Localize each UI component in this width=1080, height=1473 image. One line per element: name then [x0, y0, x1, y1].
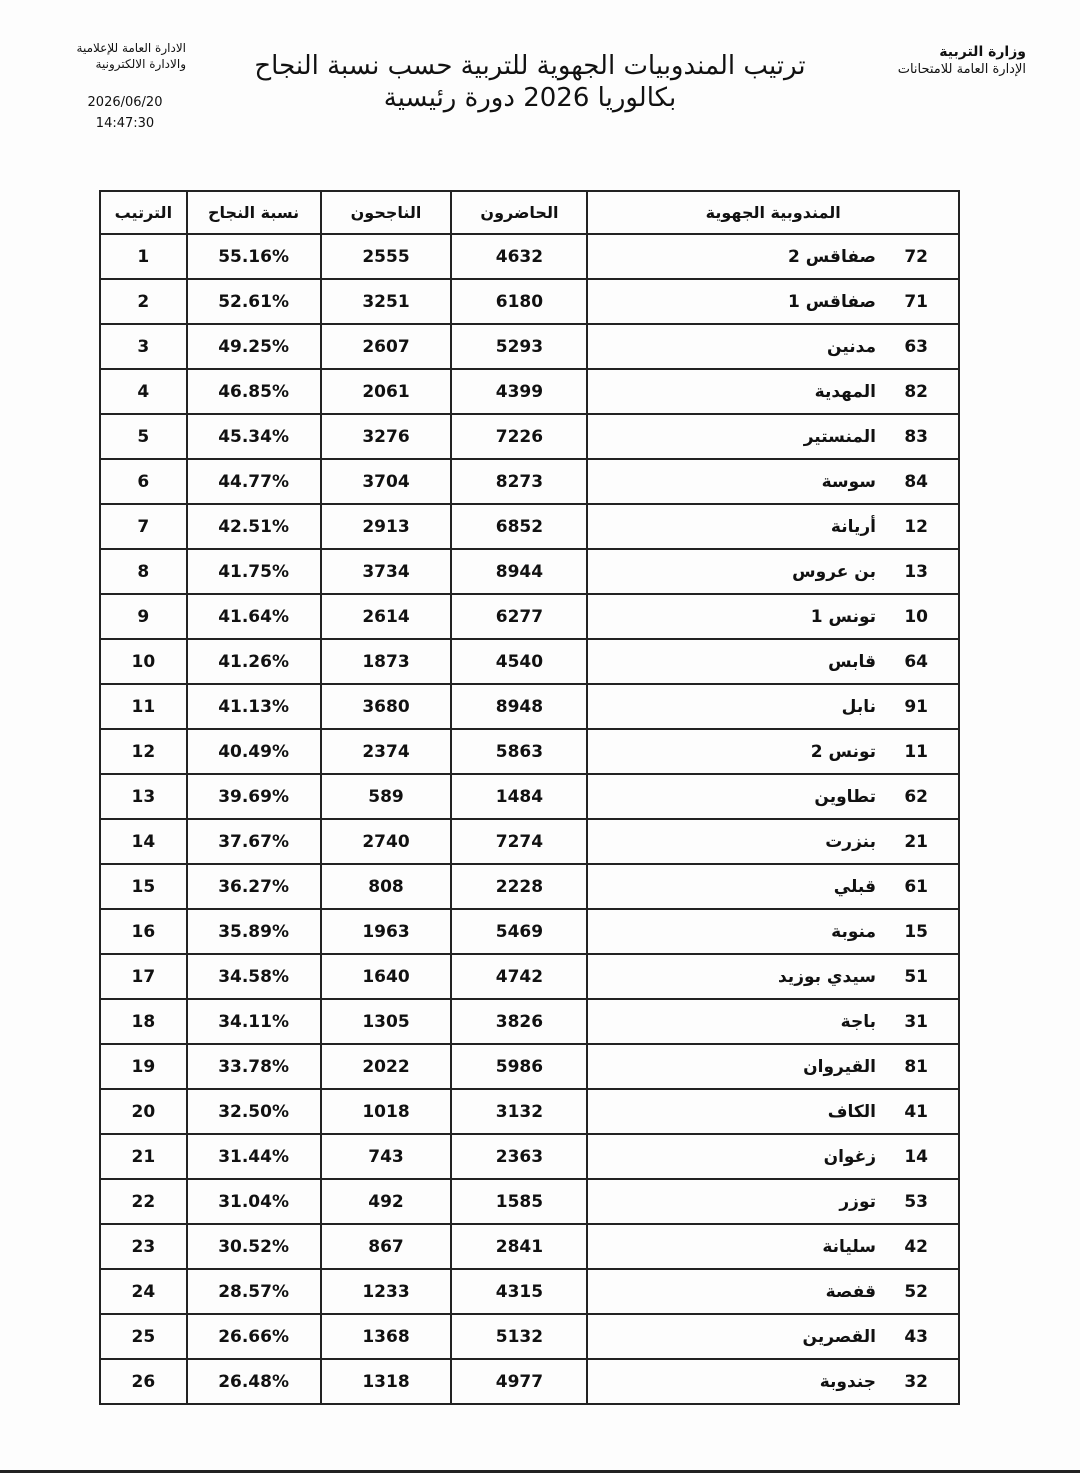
passed-count-cell: 1640	[321, 954, 452, 999]
region-name: المهدية	[814, 381, 876, 402]
document-title	[200, 50, 860, 114]
region-code: 72	[904, 246, 928, 267]
region-cell	[587, 999, 959, 1044]
passed-count-cell: 3734	[321, 549, 452, 594]
region-code: 32	[904, 1371, 928, 1392]
region-cell	[587, 684, 959, 729]
passed-count-cell: 1963	[321, 909, 452, 954]
rank-cell: 2	[100, 279, 187, 324]
region-name: قابس	[828, 651, 876, 672]
region-name: المنستير	[803, 426, 876, 447]
pass-rate-cell: 44.77%	[187, 459, 321, 504]
passed-count-cell: 1873	[321, 639, 452, 684]
region-name: بنزرت	[825, 831, 876, 852]
rank-cell: 3	[100, 324, 187, 369]
table-row	[100, 279, 959, 324]
region-code: 41	[904, 1101, 928, 1122]
pass-rate-cell: 36.27%	[187, 864, 321, 909]
rank-cell: 11	[100, 684, 187, 729]
region-cell	[587, 909, 959, 954]
it-department-line2: والادارة الالكترونية	[95, 57, 186, 71]
table-row	[100, 954, 959, 999]
region-cell	[587, 1359, 959, 1404]
pass-rate-cell: 28.57%	[187, 1269, 321, 1314]
present-count-cell: 5293	[451, 324, 587, 369]
present-count-cell: 3132	[451, 1089, 587, 1134]
passed-count-cell: 1018	[321, 1089, 452, 1134]
rank-cell: 8	[100, 549, 187, 594]
pass-rate-cell: 41.75%	[187, 549, 321, 594]
present-count-cell: 8948	[451, 684, 587, 729]
passed-count-cell: 2022	[321, 1044, 452, 1089]
title-line-2: بكالوريا 2026 دورة رئيسية	[383, 83, 677, 113]
region-name: القصرين	[802, 1326, 876, 1347]
pass-rate-cell: 37.67%	[187, 819, 321, 864]
present-count-cell: 1585	[451, 1179, 587, 1224]
rank-cell: 5	[100, 414, 187, 459]
exams-department: الإدارة العامة للامتحانات	[897, 62, 1026, 77]
passed-count-cell: 3680	[321, 684, 452, 729]
rank-cell: 10	[100, 639, 187, 684]
passed-count-cell: 2061	[321, 369, 452, 414]
table-row	[100, 1224, 959, 1269]
passed-count-cell: 867	[321, 1224, 452, 1269]
pass-rate-cell: 52.61%	[187, 279, 321, 324]
region-name: سيدي بوزيد	[777, 966, 876, 987]
passed-count-cell: 2740	[321, 819, 452, 864]
timestamp	[60, 92, 190, 134]
region-name: جندوبة	[819, 1371, 876, 1392]
passed-count-cell: 2555	[321, 234, 452, 279]
column-header-region: المندوبية الجهوية	[587, 191, 959, 234]
passed-count-cell: 1368	[321, 1314, 452, 1359]
region-code: 11	[904, 741, 928, 762]
print-time: 14:47:30	[95, 116, 155, 131]
region-name: زغوان	[823, 1146, 876, 1167]
pass-rate-cell: 33.78%	[187, 1044, 321, 1089]
passed-count-cell: 1305	[321, 999, 452, 1044]
region-cell	[587, 774, 959, 819]
region-name: بن عروس	[792, 561, 876, 582]
table-row	[100, 1179, 959, 1224]
table-row	[100, 1134, 959, 1179]
rank-cell: 1	[100, 234, 187, 279]
rank-cell: 22	[100, 1179, 187, 1224]
table-row	[100, 549, 959, 594]
region-code: 31	[904, 1011, 928, 1032]
present-count-cell: 4742	[451, 954, 587, 999]
region-cell	[587, 594, 959, 639]
table-row	[100, 1089, 959, 1134]
region-cell	[587, 1044, 959, 1089]
present-count-cell: 8273	[451, 459, 587, 504]
table-row	[100, 414, 959, 459]
table-row	[100, 684, 959, 729]
present-count-cell: 2363	[451, 1134, 587, 1179]
region-cell	[587, 279, 959, 324]
region-name: صفاقس 2	[788, 246, 876, 267]
present-count-cell: 4315	[451, 1269, 587, 1314]
region-cell	[587, 459, 959, 504]
region-code: 53	[904, 1191, 928, 1212]
region-name: نابل	[841, 696, 876, 717]
column-header-present: الحاضرون	[451, 191, 587, 234]
passed-count-cell: 3251	[321, 279, 452, 324]
region-name: القيروان	[803, 1056, 876, 1077]
rank-cell: 12	[100, 729, 187, 774]
present-count-cell: 5986	[451, 1044, 587, 1089]
rank-cell: 4	[100, 369, 187, 414]
table-row	[100, 864, 959, 909]
pass-rate-cell: 41.64%	[187, 594, 321, 639]
passed-count-cell: 3704	[321, 459, 452, 504]
region-name: تونس 1	[810, 606, 876, 627]
region-cell	[587, 549, 959, 594]
region-name: تطاوين	[814, 786, 876, 807]
table-row	[100, 504, 959, 549]
rank-cell: 13	[100, 774, 187, 819]
pass-rate-cell: 55.16%	[187, 234, 321, 279]
column-header-rate: نسبة النجاح	[187, 191, 321, 234]
table-row	[100, 459, 959, 504]
region-name: الكاف	[827, 1101, 876, 1122]
region-cell	[587, 504, 959, 549]
rank-cell: 6	[100, 459, 187, 504]
region-cell	[587, 1179, 959, 1224]
present-count-cell: 5132	[451, 1314, 587, 1359]
pass-rate-cell: 41.26%	[187, 639, 321, 684]
passed-count-cell: 1318	[321, 1359, 452, 1404]
print-date: 2026/06/20	[87, 95, 163, 110]
region-cell	[587, 729, 959, 774]
present-count-cell: 6852	[451, 504, 587, 549]
region-cell	[587, 1134, 959, 1179]
region-code: 63	[904, 336, 928, 357]
passed-count-cell: 3276	[321, 414, 452, 459]
ranking-table	[99, 190, 960, 1405]
present-count-cell: 7226	[451, 414, 587, 459]
table-row	[100, 1269, 959, 1314]
region-code: 14	[904, 1146, 928, 1167]
passed-count-cell: 2614	[321, 594, 452, 639]
passed-count-cell: 743	[321, 1134, 452, 1179]
rank-cell: 14	[100, 819, 187, 864]
region-code: 42	[904, 1236, 928, 1257]
passed-count-cell: 492	[321, 1179, 452, 1224]
region-name: تونس 2	[810, 741, 876, 762]
present-count-cell: 8944	[451, 549, 587, 594]
region-code: 81	[904, 1056, 928, 1077]
table-row	[100, 729, 959, 774]
present-count-cell: 5469	[451, 909, 587, 954]
present-count-cell: 4399	[451, 369, 587, 414]
it-department-header	[40, 40, 186, 72]
present-count-cell: 6180	[451, 279, 587, 324]
table-header-row	[100, 191, 959, 234]
table-row	[100, 639, 959, 684]
region-cell	[587, 369, 959, 414]
table-row	[100, 774, 959, 819]
pass-rate-cell: 34.58%	[187, 954, 321, 999]
region-code: 10	[904, 606, 928, 627]
region-cell	[587, 1314, 959, 1359]
rank-cell: 21	[100, 1134, 187, 1179]
region-code: 62	[904, 786, 928, 807]
region-name: توزر	[839, 1191, 876, 1212]
it-department-line1: الادارة العامة للإعلامية	[76, 41, 186, 55]
pass-rate-cell: 49.25%	[187, 324, 321, 369]
rank-cell: 17	[100, 954, 187, 999]
pass-rate-cell: 31.44%	[187, 1134, 321, 1179]
region-cell	[587, 1089, 959, 1134]
region-code: 91	[904, 696, 928, 717]
rank-cell: 16	[100, 909, 187, 954]
column-header-passed: الناجحون	[321, 191, 452, 234]
passed-count-cell: 2374	[321, 729, 452, 774]
region-name: قبلي	[833, 876, 876, 897]
region-cell	[587, 414, 959, 459]
present-count-cell: 2228	[451, 864, 587, 909]
rank-cell: 19	[100, 1044, 187, 1089]
present-count-cell: 4632	[451, 234, 587, 279]
table-body	[100, 234, 959, 1404]
title-line-1: ترتيب المندوبيات الجهوية للتربية حسب نسبة النجاح	[254, 51, 806, 81]
passed-count-cell: 589	[321, 774, 452, 819]
rank-cell: 9	[100, 594, 187, 639]
region-code: 83	[904, 426, 928, 447]
pass-rate-cell: 46.85%	[187, 369, 321, 414]
region-code: 52	[904, 1281, 928, 1302]
region-name: قفصة	[825, 1281, 876, 1302]
table-row	[100, 909, 959, 954]
region-name: أريانة	[830, 516, 876, 537]
pass-rate-cell: 39.69%	[187, 774, 321, 819]
passed-count-cell: 2913	[321, 504, 452, 549]
pass-rate-cell: 26.66%	[187, 1314, 321, 1359]
region-name: صفاقس 1	[788, 291, 876, 312]
rank-cell: 15	[100, 864, 187, 909]
rank-cell: 20	[100, 1089, 187, 1134]
pass-rate-cell: 32.50%	[187, 1089, 321, 1134]
region-code: 43	[904, 1326, 928, 1347]
passed-count-cell: 1233	[321, 1269, 452, 1314]
table-row	[100, 1314, 959, 1359]
rank-cell: 26	[100, 1359, 187, 1404]
region-name: باجة	[840, 1011, 876, 1032]
region-name: مدنين	[827, 336, 876, 357]
region-cell	[587, 324, 959, 369]
region-code: 71	[904, 291, 928, 312]
rank-cell: 7	[100, 504, 187, 549]
table-row	[100, 369, 959, 414]
table-row	[100, 234, 959, 279]
present-count-cell: 1484	[451, 774, 587, 819]
region-code: 84	[904, 471, 928, 492]
region-cell	[587, 1269, 959, 1314]
ministry-name: وزارة التربية	[939, 44, 1026, 60]
pass-rate-cell: 31.04%	[187, 1179, 321, 1224]
region-cell	[587, 1224, 959, 1269]
region-code: 12	[904, 516, 928, 537]
pass-rate-cell: 26.48%	[187, 1359, 321, 1404]
table-row	[100, 594, 959, 639]
passed-count-cell: 2607	[321, 324, 452, 369]
present-count-cell: 6277	[451, 594, 587, 639]
rank-cell: 23	[100, 1224, 187, 1269]
table-row	[100, 819, 959, 864]
present-count-cell: 4540	[451, 639, 587, 684]
region-code: 51	[904, 966, 928, 987]
region-cell	[587, 234, 959, 279]
pass-rate-cell: 34.11%	[187, 999, 321, 1044]
pass-rate-cell: 42.51%	[187, 504, 321, 549]
region-code: 13	[904, 561, 928, 582]
pass-rate-cell: 41.13%	[187, 684, 321, 729]
region-cell	[587, 819, 959, 864]
region-code: 61	[904, 876, 928, 897]
region-code: 64	[904, 651, 928, 672]
column-header-rank: الترتيب	[100, 191, 187, 234]
pass-rate-cell: 40.49%	[187, 729, 321, 774]
region-name: سليانة	[822, 1236, 876, 1257]
pass-rate-cell: 35.89%	[187, 909, 321, 954]
region-code: 15	[904, 921, 928, 942]
present-count-cell: 3826	[451, 999, 587, 1044]
region-name: سوسة	[821, 471, 876, 492]
present-count-cell: 2841	[451, 1224, 587, 1269]
region-code: 21	[904, 831, 928, 852]
rank-cell: 25	[100, 1314, 187, 1359]
table-row	[100, 999, 959, 1044]
region-code: 82	[904, 381, 928, 402]
table-row	[100, 1044, 959, 1089]
passed-count-cell: 808	[321, 864, 452, 909]
present-count-cell: 5863	[451, 729, 587, 774]
region-cell	[587, 864, 959, 909]
rank-cell: 18	[100, 999, 187, 1044]
region-cell	[587, 639, 959, 684]
table-row	[100, 324, 959, 369]
present-count-cell: 7274	[451, 819, 587, 864]
pass-rate-cell: 45.34%	[187, 414, 321, 459]
region-name: منوبة	[831, 921, 876, 942]
pass-rate-cell: 30.52%	[187, 1224, 321, 1269]
present-count-cell: 4977	[451, 1359, 587, 1404]
rank-cell: 24	[100, 1269, 187, 1314]
region-cell	[587, 954, 959, 999]
table-row	[100, 1359, 959, 1404]
